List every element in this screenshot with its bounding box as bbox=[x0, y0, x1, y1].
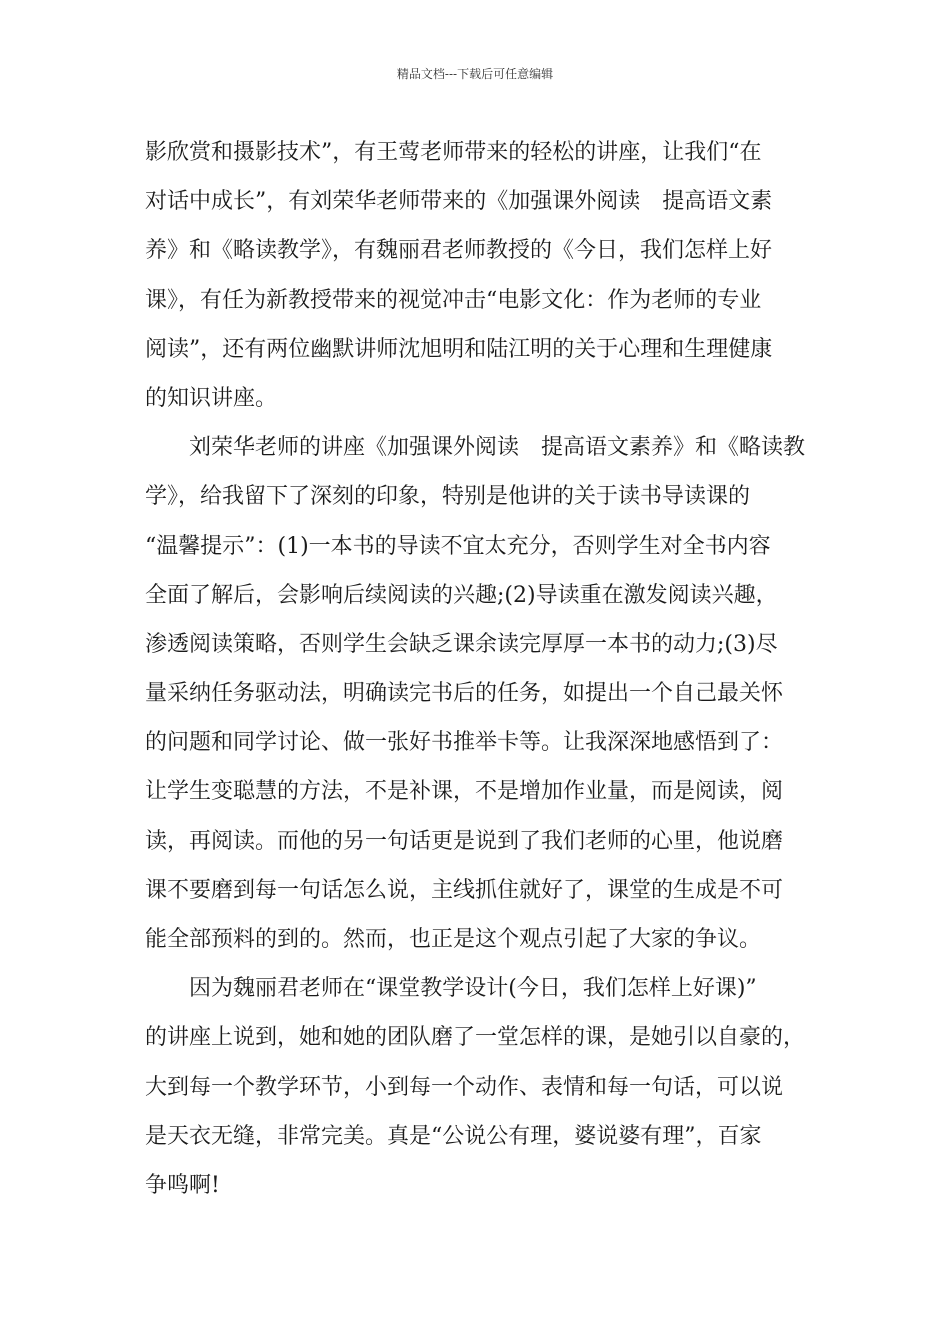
text-line: “温馨提示”：(1)一本书的导读不宜太充分，否则学生对全书内容 bbox=[145, 533, 771, 559]
paragraph-3 bbox=[145, 964, 815, 1210]
text-line: 影欣赏和摄影技术”，有王莺老师带来的轻松的讲座，让我们“在 bbox=[145, 140, 762, 165]
page-header: 精品文档---下载后可任意编辑 bbox=[396, 67, 554, 81]
text-line: 量采纳任务驱动法，明确读完书后的任务，如提出一个自己最关怀 bbox=[145, 681, 784, 707]
text-line: 课》，有任为新教授带来的视觉冲击“电影文化：作为老师的专业 bbox=[145, 287, 762, 313]
text-line: 读，再阅读。而他的另一句话更是说到了我们老师的心里，他说磨 bbox=[145, 828, 784, 854]
paragraph-2 bbox=[145, 423, 815, 964]
text-line: 大到每一个教学环节，小到每一个动作、表情和每一句话，可以说 bbox=[145, 1074, 784, 1100]
text-line: 课不要磨到每一句话怎么说，主线抓住就好了，课堂的生成是不可 bbox=[145, 877, 784, 903]
text-line: 争鸣啊! bbox=[145, 1172, 220, 1198]
text-line: 的讲座上说到，她和她的团队磨了一堂怎样的课，是她引以自豪的， bbox=[145, 1025, 806, 1051]
text-line: 让学生变聪慧的方法，不是补课，不是增加作业量，而是阅读，阅 bbox=[145, 779, 784, 805]
text-line: 的知识讲座。 bbox=[145, 385, 278, 411]
text-line: 对话中成长”，有刘荣华老师带来的《加强课外阅读 提高语文素 bbox=[145, 189, 773, 215]
text-line: 因为魏丽君老师在“课堂教学设计(今日，我们怎样上好课)” bbox=[145, 976, 757, 1002]
document-body bbox=[145, 128, 815, 1210]
paragraph-1 bbox=[145, 128, 815, 423]
text-line: 全面了解后，会影响后续阅读的兴趣;(2)导读重在激发阅读兴趣， bbox=[145, 582, 778, 608]
text-line: 的问题和同学讨论、做一张好书推举卡等。让我深深地感悟到了： bbox=[145, 730, 784, 756]
text-line: 阅读”，还有两位幽默讲师沈旭明和陆江明的关于心理和生理健康 bbox=[145, 336, 773, 362]
text-line: 能全部预料的到的。然而，也正是这个观点引起了大家的争议。 bbox=[145, 927, 762, 952]
text-line: 是天衣无缝，非常完美。真是“公说公有理，婆说婆有理”，百家 bbox=[145, 1123, 762, 1149]
text-line: 养》和《略读教学》，有魏丽君老师教授的《今日，我们怎样上好 bbox=[145, 238, 773, 264]
text-line: 学》，给我留下了深刻的印象，特别是他讲的关于读书导读课的 bbox=[145, 484, 751, 510]
text-line: 渗透阅读策略，否则学生会缺乏课余读完厚厚一本书的动力;(3)尽 bbox=[145, 631, 778, 657]
text-line: 刘荣华老师的讲座《加强课外阅读 提高语文素养》和《略读教 bbox=[145, 435, 806, 461]
